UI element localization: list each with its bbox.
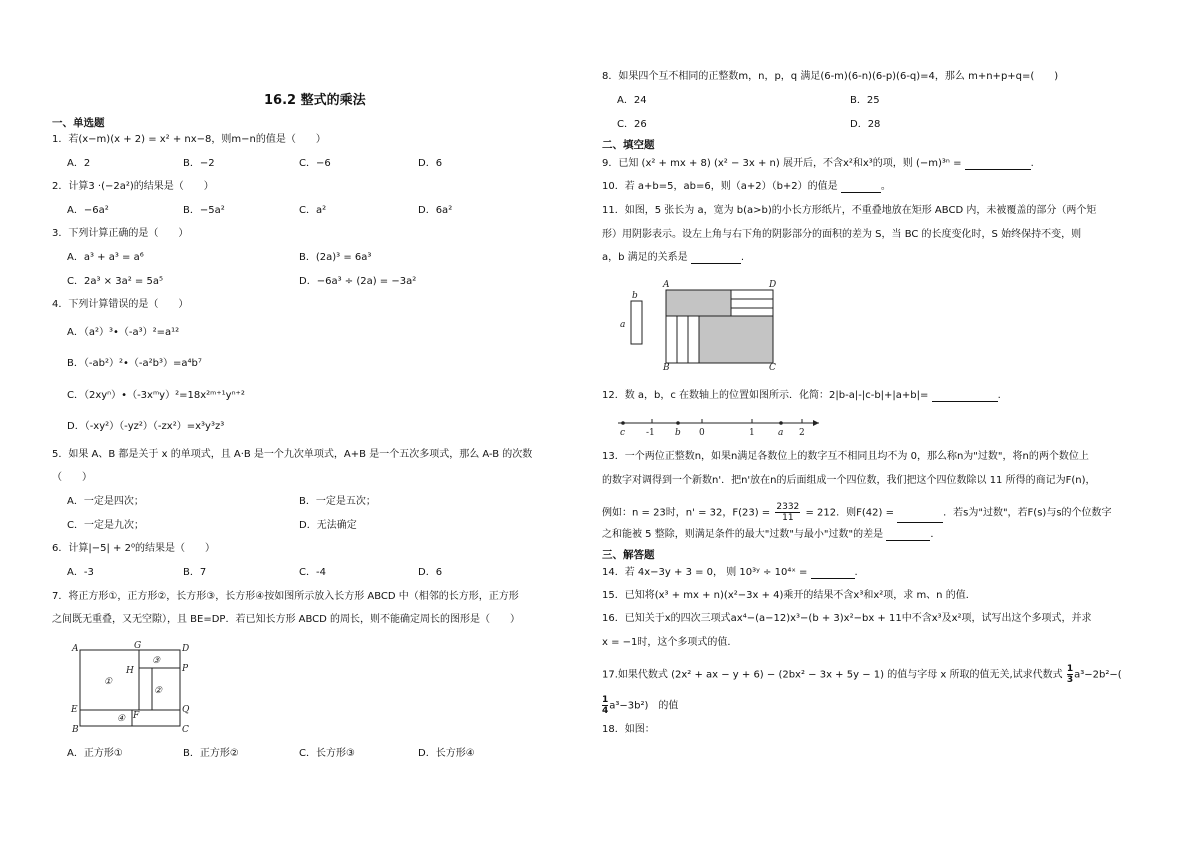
q7-option-c: C．长方形③: [299, 748, 355, 759]
page-title: 16.2 整式的乘法: [264, 93, 366, 108]
q11-line1: 11．如图，5 张长为 a，宽为 b(a>b)的小长方形纸片，不重叠地放在矩形 ABCD 内，未被覆盖的部分（两个矩: [602, 205, 1097, 216]
q13-line3-b: = 212．则F(42) =: [805, 507, 894, 519]
q8-option-d: D．28: [850, 119, 881, 130]
q13-line4-end: ．: [930, 529, 941, 540]
q16-line1: 16．已知关于x的四次三项式ax⁴−(a−12)x³−(b + 3)x²−bx + 11中不含x³及x²项，试写出这个多项式，并求: [602, 613, 1092, 624]
q11-line3: [602, 252, 744, 264]
label-rect-3: ③: [152, 656, 161, 666]
q13-answer-blank-1[interactable]: [897, 512, 943, 523]
q14-end: .: [854, 567, 858, 578]
label-q: Q: [182, 705, 190, 715]
q7-stem-line2: 之间既无重叠，又无空隙），且 BE=DP．若已知长方形 ABCD 的周长，则不能确定周长的图形是（ ）: [52, 614, 521, 625]
q13-line1: 13．一个两位正整数n，如果n满足各数位上的数字互不相同且均不为 0，那么称n为"过数"，将n的两个数位上: [602, 451, 1089, 462]
q7-stem-line1: 7．将正方形①，正方形②，长方形③，长方形④按如图所示放入长方形 ABCD 中（相邻的长方形，正方形: [52, 591, 519, 602]
q4-stem: 4．下列计算错误的是（ ）: [52, 299, 189, 310]
q2-option-d: D．6a²: [418, 205, 453, 216]
q17-fraction-1-numerator: 1: [1066, 664, 1074, 674]
axis-label-b: b: [675, 428, 681, 438]
q5-option-b: B．一定是五次；: [299, 496, 376, 507]
q1-option-c: C．−6: [299, 158, 331, 169]
q7-rectangle-diagram: [66, 640, 196, 735]
q3-option-d: D．−6a³ ÷ (2a) = −3a²: [299, 276, 417, 287]
axis-label-a: a: [778, 428, 784, 438]
q1-stem: 1．若(x−m)(x + 2) = x² + nx−8，则m−n的值是（ ）: [52, 134, 326, 145]
q1-option-d: D．6: [418, 158, 443, 169]
label-rect-4: ④: [117, 714, 126, 724]
q17-fraction-2: [602, 695, 608, 716]
shaded-top-left: [666, 290, 731, 316]
q6-option-b: B．7: [183, 567, 207, 578]
label-f: F: [133, 711, 140, 721]
q2-option-a: A．−6a²: [67, 205, 109, 216]
label-square-1: ①: [104, 677, 113, 687]
q7-option-d: D．长方形④: [418, 748, 475, 759]
label-b: B: [72, 725, 79, 735]
q11-shaded-rectangle-diagram: [618, 277, 808, 371]
q2-option-b: B．−5a²: [183, 205, 225, 216]
q5-option-a: A．一定是四次；: [67, 496, 144, 507]
q17-line1: [602, 664, 1122, 685]
q4-option-d: D．（-xy²）（-yz²）（-zx²）=x³y³z³: [67, 421, 225, 432]
label-h: H: [126, 666, 134, 676]
q15-stem: 15．已知将(x³ + mx + n)(x²−3x + 4)乘开的结果不含x³和x²项，求 m、n 的值．: [602, 590, 976, 601]
q13-line2: 的数字对调得到一个新数n'．把n'放在n的后面组成一个四位数，我们把这个四位数除以 11 所得的商记为F(n)，: [602, 475, 1096, 486]
q8-option-a: A．24: [617, 95, 647, 106]
rect-abcd: [80, 650, 180, 726]
q12-stem: 12．数 a，b，c 在数轴上的位置如图所示．化简：2|b-a|-|c-b|+|a+b|=: [602, 390, 929, 401]
q5-stem-line1: 5．如果 A、B 都是关于 x 的单项式，且 A·B 是一个九次单项式，A+B 是一个五次多项式，那么 A-B 的次数: [52, 449, 533, 460]
section-heading-fill-in: 二、填空题: [602, 139, 655, 151]
q12-answer-blank[interactable]: [932, 391, 998, 402]
q12-number-line: [614, 414, 824, 440]
point-a: [779, 421, 783, 425]
label-c: C: [182, 725, 189, 735]
axis-arrow: [813, 420, 819, 426]
q8-stem: 8．如果四个互不相同的正整数m，n，p，q 满足(6-m)(6-n)(6-p)(6-q)=4，那么 m+n+p+q=( ): [602, 71, 1059, 82]
section-heading-single-choice: 一、单选题: [52, 117, 105, 129]
q17-fraction-2-denominator: 4: [602, 706, 609, 716]
q14-stem: 14．若 4x−3y + 3 = 0， 则 10³ʸ ÷ 10⁴ˣ =: [602, 567, 808, 578]
q11-end: .: [740, 252, 745, 263]
label-a: A: [663, 280, 670, 290]
q13-line3-c: ．若s为"过数"，若F(s)与s的个位数字: [943, 507, 1112, 519]
q13-fraction-denominator: 11: [782, 513, 794, 523]
q14-line: [602, 567, 858, 579]
q5-option-c: C．一定是九次；: [67, 520, 144, 531]
q10-line: [602, 181, 891, 193]
q6-stem: 6．计算|−5| + 2⁰的结果是（ ）: [52, 543, 215, 554]
label-a: A: [72, 644, 79, 654]
q17-line1-text: 17.如果代数式 (2x² + ax − y + 6) − (2bx² − 3x + 5y − 1) 的值与字母 x 所取的值无关,试求代数式: [602, 669, 1063, 681]
q13-line4-text: 之和能被 5 整除，则满足条件的最大"过数"与最小"过数"的差是: [602, 529, 884, 540]
point-c: [621, 421, 625, 425]
q3-option-b: B．(2a)³ = 6a³: [299, 252, 372, 263]
label-g: G: [134, 641, 142, 651]
q1-option-a: A．2: [67, 158, 91, 169]
q8-option-b: B．25: [850, 95, 880, 106]
q4-option-a: A．（a²）³•（-a³）²=a¹²: [67, 327, 180, 338]
axis-label-minus-1: -1: [646, 428, 655, 438]
q2-option-c: C．a²: [299, 205, 327, 216]
label-small-b: b: [632, 291, 638, 301]
q12-end: .: [997, 390, 1001, 401]
q3-option-a: A．a³ + a³ = a⁶: [67, 252, 144, 263]
q5-option-d: D．无法确定: [299, 520, 357, 531]
q9-stem: 9．已知 (x² + mx + 8) (x² − 3x + n) 展开后，不含x²和x³的项，则 (−m)³ⁿ =: [602, 158, 962, 169]
axis-label-2: 2: [799, 428, 805, 438]
axis-label-c: c: [620, 428, 626, 438]
q11-answer-blank[interactable]: [691, 253, 741, 264]
q12-line: [602, 390, 1001, 402]
label-p: P: [182, 664, 189, 674]
point-b: [676, 421, 680, 425]
q17-line1-tail: a³−2b²−(: [1074, 669, 1122, 681]
q10-end: 。: [880, 181, 891, 192]
label-d: D: [769, 280, 777, 290]
q10-stem: 10．若 a+b=5，ab=6，则（a+2）（b+2）的值是: [602, 181, 838, 192]
q18-stem: 18．如图：: [602, 724, 655, 735]
label-b: B: [663, 363, 670, 371]
q17-fraction-2-numerator: 1: [602, 695, 609, 705]
axis-label-0: 0: [699, 428, 705, 438]
q3-option-c: C．2a³ × 3a² = 5a⁵: [67, 276, 163, 287]
q1-option-b: B．−2: [183, 158, 215, 169]
q9-end: .: [1030, 158, 1034, 169]
q6-option-a: A．-3: [67, 567, 94, 578]
q9-line: [602, 158, 1034, 170]
q4-option-c: C．（2xyⁿ）•（-3xᵐy）²=18x²ᵐ⁺¹yⁿ⁺²: [67, 390, 245, 401]
q17-line2-text: a³−3b²) 的值: [609, 700, 679, 712]
small-rectangle: [631, 301, 642, 344]
shaded-bottom-right: [699, 316, 773, 363]
q13-fraction-numerator: 2332: [776, 502, 800, 512]
q3-stem: 3．下列计算正确的是（ ）: [52, 228, 189, 239]
label-c: C: [769, 363, 776, 371]
q7-option-b: B．正方形②: [183, 748, 239, 759]
q6-option-c: C．-4: [299, 567, 326, 578]
q11-line2: 形）用阴影表示。设左上角与右下角的阴影部分的面积的差为 S，当 BC 的长度变化时，S 始终保持不变，则: [602, 229, 1082, 240]
q4-option-b: B．（-ab²）²•（-a²b³）=a⁴b⁷: [67, 358, 202, 369]
label-e: E: [71, 705, 78, 715]
q6-option-d: D．6: [418, 567, 443, 578]
q9-answer-blank[interactable]: [965, 159, 1031, 170]
label-d: D: [182, 644, 190, 654]
q8-option-c: C．26: [617, 119, 647, 130]
q13-line3-a: 例如：n = 23时，n' = 32，F(23) =: [602, 507, 771, 519]
q17-fraction-1: [1067, 664, 1073, 685]
axis-label-1: 1: [749, 428, 755, 438]
label-square-2: ②: [154, 686, 163, 696]
q10-answer-blank[interactable]: [841, 182, 881, 193]
q14-answer-blank[interactable]: [811, 568, 855, 579]
section-heading-solve: 三、解答题: [602, 549, 655, 561]
q13-line3: [602, 502, 1112, 523]
q17-line2: [602, 695, 678, 716]
q16-line2: x = −1时，这个多项式的值．: [602, 637, 738, 648]
q7-option-a: A．正方形①: [67, 748, 123, 759]
q2-stem: 2．计算3 ·(−2a²)的结果是（ ）: [52, 181, 214, 192]
label-small-a: a: [620, 320, 626, 330]
q13-fraction: [775, 502, 800, 523]
q17-fraction-1-denominator: 3: [1066, 675, 1074, 685]
q5-stem-line2: （ ）: [52, 472, 92, 483]
q13-answer-blank-2[interactable]: [886, 530, 930, 541]
q13-line4: [602, 529, 940, 541]
q11-line3-text: a，b 满足的关系是: [602, 252, 688, 263]
